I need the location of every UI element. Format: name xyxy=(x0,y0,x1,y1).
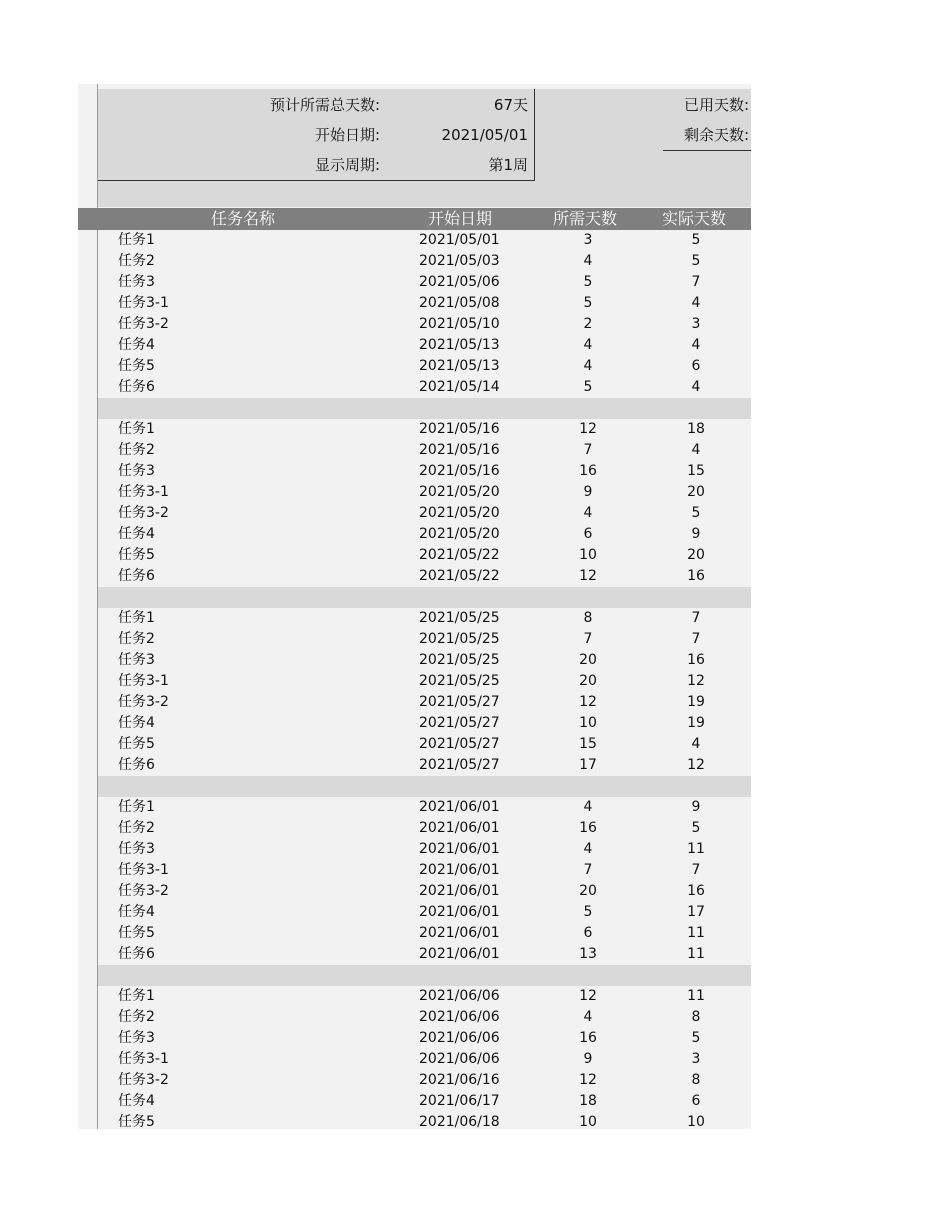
required-days-cell[interactable]: 8 xyxy=(583,610,593,626)
actual-days-cell[interactable]: 3 xyxy=(691,1051,701,1067)
start-date-cell[interactable]: 2021/05/20 xyxy=(419,526,500,542)
start-date-row xyxy=(98,125,380,146)
actual-days-cell[interactable]: 9 xyxy=(691,526,701,542)
actual-days-cell[interactable]: 5 xyxy=(691,253,701,269)
start-date-cell[interactable]: 2021/05/20 xyxy=(419,505,500,521)
start-date-cell[interactable]: 2021/06/01 xyxy=(419,946,500,962)
total-days-label: 预计所需总天数: xyxy=(269,96,380,114)
remaining-days-label: 剩余天数: xyxy=(683,126,749,144)
task-table-body xyxy=(98,230,751,1133)
task-name-cell[interactable]: 任务3-1 xyxy=(118,862,169,878)
table-row[interactable] xyxy=(98,629,751,650)
table-row[interactable] xyxy=(98,293,751,314)
group-separator-row xyxy=(98,587,751,608)
start-date-cell[interactable]: 2021/06/17 xyxy=(419,1093,500,1109)
task-name-cell[interactable]: 任务6 xyxy=(118,757,155,773)
required-days-cell[interactable]: 12 xyxy=(579,694,597,710)
start-date-cell[interactable]: 2021/05/22 xyxy=(419,568,500,584)
required-days-cell[interactable]: 10 xyxy=(579,715,597,731)
task-name-cell[interactable]: 任务3-1 xyxy=(118,673,169,689)
group-separator-row xyxy=(98,776,751,797)
start-date-cell[interactable]: 2021/05/22 xyxy=(419,547,500,563)
required-days-cell[interactable]: 13 xyxy=(579,946,597,962)
table-row[interactable] xyxy=(98,440,751,461)
actual-days-cell[interactable]: 4 xyxy=(691,736,701,752)
table-row[interactable] xyxy=(98,860,751,881)
required-days-cell[interactable]: 7 xyxy=(583,631,593,647)
start-date-cell[interactable]: 2021/05/27 xyxy=(419,715,500,731)
start-date-cell[interactable]: 2021/06/06 xyxy=(419,1009,500,1025)
table-row[interactable] xyxy=(98,608,751,629)
task-name-cell[interactable]: 任务3-2 xyxy=(118,316,169,332)
required-days-cell[interactable]: 7 xyxy=(583,862,593,878)
task-name-cell[interactable]: 任务6 xyxy=(118,568,155,584)
table-row[interactable] xyxy=(98,272,751,293)
required-days-cell[interactable]: 20 xyxy=(579,673,597,689)
actual-days-cell[interactable]: 3 xyxy=(691,316,701,332)
start-date-cell[interactable]: 2021/05/25 xyxy=(419,673,500,689)
task-name-cell[interactable]: 任务3 xyxy=(118,1030,155,1046)
table-row[interactable] xyxy=(98,902,751,923)
display-period-value[interactable]: 第1周 xyxy=(488,156,528,174)
task-name-cell[interactable]: 任务5 xyxy=(118,736,155,752)
total-days-row xyxy=(98,95,380,116)
required-days-cell[interactable]: 16 xyxy=(579,463,597,479)
actual-days-cell[interactable]: 11 xyxy=(687,946,705,962)
actual-days-cell[interactable]: 7 xyxy=(691,631,701,647)
actual-days-cell[interactable]: 12 xyxy=(687,673,705,689)
table-row[interactable] xyxy=(98,839,751,860)
actual-days-cell[interactable]: 6 xyxy=(691,1093,701,1109)
required-days-cell[interactable]: 2 xyxy=(583,316,593,332)
table-row[interactable] xyxy=(98,713,751,734)
task-name-cell[interactable]: 任务1 xyxy=(118,799,155,815)
task-name-cell[interactable]: 任务2 xyxy=(118,631,155,647)
task-name-cell[interactable]: 任务5 xyxy=(118,925,155,941)
task-name-cell[interactable]: 任务3-1 xyxy=(118,484,169,500)
table-row[interactable] xyxy=(98,482,751,503)
actual-days-cell[interactable]: 5 xyxy=(691,505,701,521)
task-name-cell[interactable]: 任务5 xyxy=(118,358,155,374)
task-name-cell[interactable]: 任务3-2 xyxy=(118,505,169,521)
table-row[interactable] xyxy=(98,650,751,671)
actual-days-cell[interactable]: 7 xyxy=(691,274,701,290)
start-date-cell[interactable]: 2021/05/25 xyxy=(419,610,500,626)
task-name-cell[interactable]: 任务3 xyxy=(118,274,155,290)
start-date-cell[interactable]: 2021/06/06 xyxy=(419,988,500,1004)
spreadsheet-sheet xyxy=(78,84,751,1129)
required-days-cell[interactable]: 5 xyxy=(583,295,593,311)
actual-days-cell[interactable]: 16 xyxy=(687,883,705,899)
actual-days-cell[interactable]: 16 xyxy=(687,568,705,584)
actual-days-cell[interactable]: 4 xyxy=(691,379,701,395)
table-row[interactable] xyxy=(98,335,751,356)
task-name-cell[interactable]: 任务3-2 xyxy=(118,694,169,710)
task-name-cell[interactable]: 任务3 xyxy=(118,463,155,479)
task-name-cell[interactable]: 任务3-1 xyxy=(118,1051,169,1067)
start-date-cell[interactable]: 2021/05/14 xyxy=(419,379,500,395)
actual-days-cell[interactable]: 15 xyxy=(687,463,705,479)
required-days-cell[interactable]: 5 xyxy=(583,904,593,920)
table-row[interactable] xyxy=(98,461,751,482)
actual-days-cell[interactable]: 5 xyxy=(691,820,701,836)
actual-days-cell[interactable]: 8 xyxy=(691,1072,701,1088)
required-days-cell[interactable]: 20 xyxy=(579,883,597,899)
task-name-cell[interactable]: 任务5 xyxy=(118,1114,155,1130)
table-row[interactable] xyxy=(98,314,751,335)
table-row[interactable] xyxy=(98,755,751,776)
actual-days-cell[interactable]: 20 xyxy=(687,547,705,563)
required-days-cell[interactable]: 4 xyxy=(583,505,593,521)
actual-days-cell[interactable]: 5 xyxy=(691,1030,701,1046)
actual-days-cell[interactable]: 7 xyxy=(691,862,701,878)
table-row[interactable] xyxy=(98,881,751,902)
required-days-cell[interactable]: 20 xyxy=(579,652,597,668)
task-name-cell[interactable]: 任务3-1 xyxy=(118,295,169,311)
actual-days-cell[interactable]: 19 xyxy=(687,715,705,731)
start-date-cell[interactable]: 2021/05/25 xyxy=(419,652,500,668)
start-date-cell[interactable]: 2021/05/16 xyxy=(419,463,500,479)
start-date-cell[interactable]: 2021/05/03 xyxy=(419,253,500,269)
start-date-cell[interactable]: 2021/05/01 xyxy=(419,232,500,248)
required-days-cell[interactable]: 4 xyxy=(583,841,593,857)
task-name-cell[interactable]: 任务3 xyxy=(118,841,155,857)
actual-days-cell[interactable]: 6 xyxy=(691,358,701,374)
actual-days-cell[interactable]: 18 xyxy=(687,421,705,437)
actual-days-cell[interactable]: 12 xyxy=(687,757,705,773)
table-row[interactable] xyxy=(98,1091,751,1112)
required-days-cell[interactable]: 7 xyxy=(583,442,593,458)
used-days-label: 已用天数: xyxy=(683,96,749,114)
required-days-cell[interactable]: 5 xyxy=(583,274,593,290)
table-row[interactable] xyxy=(98,1007,751,1028)
start-date-cell[interactable]: 2021/05/06 xyxy=(419,274,500,290)
start-date-cell[interactable]: 2021/06/18 xyxy=(419,1114,500,1130)
task-name-cell[interactable]: 任务2 xyxy=(118,820,155,836)
task-name-cell[interactable]: 任务1 xyxy=(118,421,155,437)
actual-days-cell[interactable]: 17 xyxy=(687,904,705,920)
table-row[interactable] xyxy=(98,1112,751,1133)
table-row[interactable] xyxy=(98,944,751,965)
actual-days-cell[interactable]: 5 xyxy=(691,232,701,248)
actual-days-cell[interactable]: 4 xyxy=(691,295,701,311)
table-row[interactable] xyxy=(98,797,751,818)
required-days-cell[interactable]: 4 xyxy=(583,337,593,353)
task-name-cell[interactable]: 任务4 xyxy=(118,526,155,542)
table-row[interactable] xyxy=(98,1070,751,1091)
table-row[interactable] xyxy=(98,566,751,587)
header-start-date[interactable]: 开始日期 xyxy=(428,209,493,228)
required-days-cell[interactable]: 4 xyxy=(583,253,593,269)
table-row[interactable] xyxy=(98,1028,751,1049)
actual-days-cell[interactable]: 9 xyxy=(691,799,701,815)
table-row[interactable] xyxy=(98,818,751,839)
start-date-cell[interactable]: 2021/05/20 xyxy=(419,484,500,500)
table-row[interactable] xyxy=(98,545,751,566)
actual-days-cell[interactable]: 20 xyxy=(687,484,705,500)
display-period-label: 显示周期: xyxy=(314,156,380,174)
task-name-cell[interactable]: 任务4 xyxy=(118,715,155,731)
start-date-cell[interactable]: 2021/05/16 xyxy=(419,421,500,437)
required-days-cell[interactable]: 4 xyxy=(583,358,593,374)
task-name-cell[interactable]: 任务6 xyxy=(118,946,155,962)
start-date-cell[interactable]: 2021/05/27 xyxy=(419,757,500,773)
start-date-cell[interactable]: 2021/05/27 xyxy=(419,736,500,752)
start-date-cell[interactable]: 2021/05/13 xyxy=(419,337,500,353)
required-days-cell[interactable]: 12 xyxy=(579,421,597,437)
table-header xyxy=(78,208,751,230)
start-date-cell[interactable]: 2021/06/01 xyxy=(419,799,500,815)
table-row[interactable] xyxy=(98,377,751,398)
summary-panel xyxy=(98,89,751,207)
table-row[interactable] xyxy=(98,986,751,1007)
remaining-days-underline xyxy=(663,150,751,151)
table-row[interactable] xyxy=(98,503,751,524)
header-actual-days[interactable]: 实际天数 xyxy=(662,209,727,228)
required-days-cell[interactable]: 4 xyxy=(583,799,593,815)
start-date-cell[interactable]: 2021/05/25 xyxy=(419,631,500,647)
actual-days-cell[interactable]: 8 xyxy=(691,1009,701,1025)
start-date-cell[interactable]: 2021/06/01 xyxy=(419,904,500,920)
start-date-label: 开始日期: xyxy=(314,126,380,144)
total-days-value[interactable]: 67天 xyxy=(493,96,528,114)
start-date-cell[interactable]: 2021/06/06 xyxy=(419,1051,500,1067)
required-days-cell[interactable]: 16 xyxy=(579,820,597,836)
task-name-cell[interactable]: 任务1 xyxy=(118,610,155,626)
required-days-cell[interactable]: 4 xyxy=(583,1009,593,1025)
task-name-cell[interactable]: 任务3-2 xyxy=(118,1072,169,1088)
start-date-cell[interactable]: 2021/06/16 xyxy=(419,1072,500,1088)
start-date-cell[interactable]: 2021/06/06 xyxy=(419,1030,500,1046)
table-row[interactable] xyxy=(98,692,751,713)
start-date-value[interactable]: 2021/05/01 xyxy=(441,126,528,144)
table-row[interactable] xyxy=(98,230,751,251)
task-name-cell[interactable]: 任务1 xyxy=(118,232,155,248)
required-days-cell[interactable]: 18 xyxy=(579,1093,597,1109)
table-row[interactable] xyxy=(98,356,751,377)
group-separator-row xyxy=(98,965,751,986)
task-name-cell[interactable]: 任务2 xyxy=(118,1009,155,1025)
task-name-cell[interactable]: 任务5 xyxy=(118,547,155,563)
start-date-cell[interactable]: 2021/06/01 xyxy=(419,820,500,836)
table-row[interactable] xyxy=(98,419,751,440)
actual-days-cell[interactable]: 11 xyxy=(687,988,705,1004)
actual-days-cell[interactable]: 16 xyxy=(687,652,705,668)
actual-days-cell[interactable]: 19 xyxy=(687,694,705,710)
table-row[interactable] xyxy=(98,671,751,692)
start-date-cell[interactable]: 2021/06/01 xyxy=(419,925,500,941)
actual-days-cell[interactable]: 4 xyxy=(691,337,701,353)
required-days-cell[interactable]: 12 xyxy=(579,988,597,1004)
display-period-row xyxy=(98,155,380,176)
table-row[interactable] xyxy=(98,734,751,755)
header-required-days[interactable]: 所需天数 xyxy=(553,209,618,228)
required-days-cell[interactable]: 5 xyxy=(583,379,593,395)
actual-days-cell[interactable]: 10 xyxy=(687,1114,705,1130)
required-days-cell[interactable]: 17 xyxy=(579,757,597,773)
task-name-cell[interactable]: 任务3-2 xyxy=(118,883,169,899)
required-days-cell[interactable]: 9 xyxy=(583,484,593,500)
table-row[interactable] xyxy=(98,923,751,944)
required-days-cell[interactable]: 6 xyxy=(583,925,593,941)
task-name-cell[interactable]: 任务4 xyxy=(118,1093,155,1109)
actual-days-cell[interactable]: 11 xyxy=(687,841,705,857)
task-name-cell[interactable]: 任务2 xyxy=(118,253,155,269)
actual-days-cell[interactable]: 11 xyxy=(687,925,705,941)
header-task-name[interactable]: 任务名称 xyxy=(211,209,276,228)
task-name-cell[interactable]: 任务1 xyxy=(118,988,155,1004)
actual-days-cell[interactable]: 7 xyxy=(691,610,701,626)
start-date-cell[interactable]: 2021/06/01 xyxy=(419,841,500,857)
start-date-cell[interactable]: 2021/05/10 xyxy=(419,316,500,332)
required-days-cell[interactable]: 9 xyxy=(583,1051,593,1067)
table-row[interactable] xyxy=(98,1049,751,1070)
table-row[interactable] xyxy=(98,524,751,545)
task-name-cell[interactable]: 任务6 xyxy=(118,379,155,395)
required-days-cell[interactable]: 10 xyxy=(579,1114,597,1130)
group-separator-row xyxy=(98,398,751,419)
table-row[interactable] xyxy=(98,251,751,272)
required-days-cell[interactable]: 12 xyxy=(579,568,597,584)
start-date-cell[interactable]: 2021/05/08 xyxy=(419,295,500,311)
required-days-cell[interactable]: 12 xyxy=(579,1072,597,1088)
required-days-cell[interactable]: 6 xyxy=(583,526,593,542)
task-name-cell[interactable]: 任务2 xyxy=(118,442,155,458)
start-date-cell[interactable]: 2021/05/16 xyxy=(419,442,500,458)
task-name-cell[interactable]: 任务4 xyxy=(118,904,155,920)
start-date-cell[interactable]: 2021/06/01 xyxy=(419,883,500,899)
required-days-cell[interactable]: 3 xyxy=(583,232,593,248)
row-header-strip xyxy=(78,84,98,1129)
task-name-cell[interactable]: 任务3 xyxy=(118,652,155,668)
actual-days-cell[interactable]: 4 xyxy=(691,442,701,458)
start-date-cell[interactable]: 2021/05/27 xyxy=(419,694,500,710)
required-days-cell[interactable]: 16 xyxy=(579,1030,597,1046)
start-date-cell[interactable]: 2021/05/13 xyxy=(419,358,500,374)
start-date-cell[interactable]: 2021/06/01 xyxy=(419,862,500,878)
required-days-cell[interactable]: 10 xyxy=(579,547,597,563)
task-name-cell[interactable]: 任务4 xyxy=(118,337,155,353)
required-days-cell[interactable]: 15 xyxy=(579,736,597,752)
